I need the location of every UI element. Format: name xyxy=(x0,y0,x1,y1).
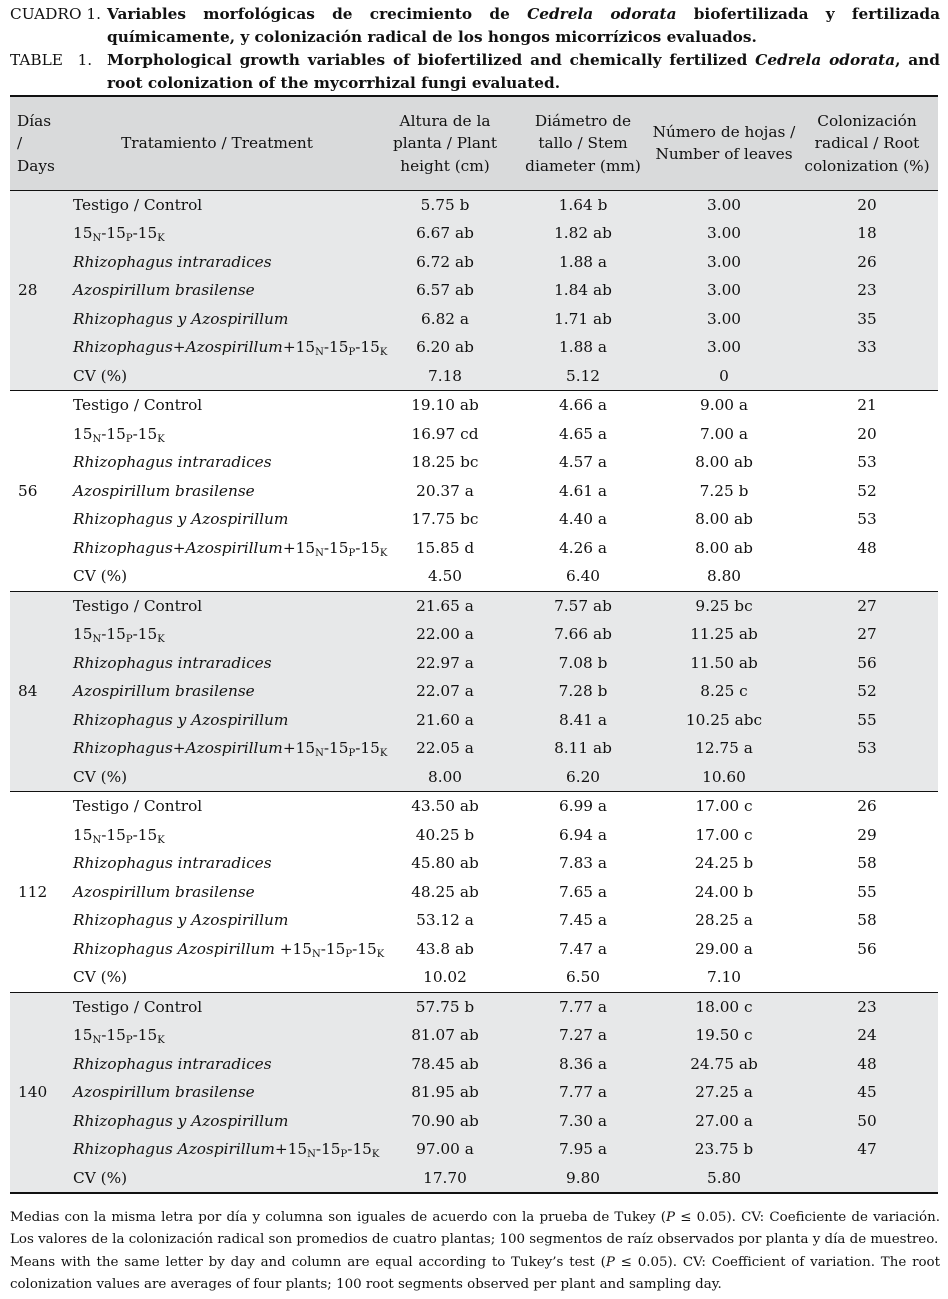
plant-height-cell: 18.25 bc xyxy=(376,448,514,477)
plant-height-cell: 70.90 ab xyxy=(376,1107,514,1136)
table-row xyxy=(10,1135,938,1164)
stem-diameter-cell: 7.77 a xyxy=(514,1078,652,1107)
treatment-cell-control: Testigo / Control xyxy=(58,992,376,1021)
caption-en-species: Cedrela odorata xyxy=(755,51,896,69)
plant-height-cell: 97.00 a xyxy=(376,1135,514,1164)
day-cell xyxy=(10,362,58,391)
plant-height-cell: 6.67 ab xyxy=(376,219,514,248)
day-cell xyxy=(10,505,58,534)
day-cell xyxy=(10,333,58,362)
leaves-cell: 17.00 c xyxy=(652,792,796,821)
table-row xyxy=(10,505,938,534)
stem-diameter-cell: 1.88 a xyxy=(514,333,652,362)
cv-leaves-cell: 7.10 xyxy=(652,963,796,992)
cv-colonization-cell xyxy=(796,763,938,792)
leaves-cell: 8.25 c xyxy=(652,677,796,706)
leaves-cell: 3.00 xyxy=(652,190,796,219)
treatment-cell-npk-15-15-15: $15_N-15_P-15_K$ xyxy=(58,1021,376,1050)
treatment-cell-rhizophagus-intraradices: Rhizophagus intraradices xyxy=(58,649,376,678)
treatment-cell-combined-treatment: $Rhizophagus+Azospirillum+15_N-15_P-15_K$ xyxy=(58,734,376,763)
plant-height-cell: 6.72 ab xyxy=(376,248,514,277)
table-row xyxy=(10,477,938,506)
plant-height-cell: 15.85 d xyxy=(376,534,514,563)
colonization-cell: 33 xyxy=(796,333,938,362)
stem-diameter-cell: 7.57 ab xyxy=(514,591,652,620)
stem-diameter-cell: 8.41 a xyxy=(514,706,652,735)
treatment-cell-control: Testigo / Control xyxy=(58,792,376,821)
treatment-cell-rhizophagus-intraradices: Rhizophagus intraradices xyxy=(58,448,376,477)
day-group-84 xyxy=(10,591,938,792)
day-cell xyxy=(10,734,58,763)
treatment-cell-rhizophagus-y-azospirillum: Rhizophagus y Azospirillum xyxy=(58,305,376,334)
cv-height-cell: 17.70 xyxy=(376,1164,514,1194)
stem-diameter-cell: 7.28 b xyxy=(514,677,652,706)
plant-height-cell: 22.05 a xyxy=(376,734,514,763)
day-cell xyxy=(10,821,58,850)
stem-diameter-cell: 8.11 ab xyxy=(514,734,652,763)
plant-height-cell: 45.80 ab xyxy=(376,849,514,878)
leaves-cell: 24.00 b xyxy=(652,878,796,907)
day-cell xyxy=(10,534,58,563)
day-cell xyxy=(10,420,58,449)
stem-diameter-cell: 1.71 ab xyxy=(514,305,652,334)
table-row xyxy=(10,591,938,620)
header-treatment: Tratamiento / Treatment xyxy=(58,96,376,190)
table-row xyxy=(10,420,938,449)
leaves-cell: 7.25 b xyxy=(652,477,796,506)
plant-height-cell: 81.95 ab xyxy=(376,1078,514,1107)
day-cell: 112 xyxy=(10,878,58,907)
table-row xyxy=(10,906,938,935)
plant-height-cell: 17.75 bc xyxy=(376,505,514,534)
colonization-cell: 56 xyxy=(796,649,938,678)
caption-label-es: CUADRO 1. xyxy=(10,5,101,23)
colonization-cell: 52 xyxy=(796,477,938,506)
cv-colonization-cell xyxy=(796,1164,938,1194)
treatment-cell-control: Testigo / Control xyxy=(58,391,376,420)
treatment-cell-combined-treatment: Rhizophagus Azospirillum $+15_N-15_P-15_K$ xyxy=(58,935,376,964)
header-number-of-leaves: Número de hojas / Number of leaves xyxy=(652,96,796,190)
plant-height-cell: 78.45 ab xyxy=(376,1050,514,1079)
table-row xyxy=(10,276,938,305)
stem-diameter-cell: 1.64 b xyxy=(514,190,652,219)
leaves-cell: 11.50 ab xyxy=(652,649,796,678)
treatment-cell-rhizophagus-intraradices: Rhizophagus intraradices xyxy=(58,849,376,878)
day-cell xyxy=(10,620,58,649)
table-row xyxy=(10,878,938,907)
day-cell: 28 xyxy=(10,276,58,305)
caption-label-en: TABLE 1. xyxy=(10,51,93,69)
treatment-cell-cv: CV (%) xyxy=(58,763,376,792)
colonization-cell: 53 xyxy=(796,505,938,534)
treatment-cell-rhizophagus-y-azospirillum: Rhizophagus y Azospirillum xyxy=(58,906,376,935)
stem-diameter-cell: 6.94 a xyxy=(514,821,652,850)
treatment-cell-combined-treatment: $Rhizophagus+Azospirillum+15_N-15_P-15_K$ xyxy=(58,333,376,362)
table-row xyxy=(10,620,938,649)
leaves-cell: 8.00 ab xyxy=(652,448,796,477)
header-root-colonization: Colonización radical / Root colonization (%) xyxy=(796,96,938,190)
treatment-cell-combined-treatment: Rhizophagus $Azospirillum+15_N-15_P-15_K$ xyxy=(58,1135,376,1164)
table-row xyxy=(10,1050,938,1079)
plant-height-cell: 5.75 b xyxy=(376,190,514,219)
cv-row xyxy=(10,562,938,591)
table-row xyxy=(10,1107,938,1136)
table-row xyxy=(10,448,938,477)
table-row xyxy=(10,333,938,362)
treatment-cell-azospirillum-brasilense: Azospirillum brasilense xyxy=(58,677,376,706)
table-row xyxy=(10,792,938,821)
cv-leaves-cell: 8.80 xyxy=(652,562,796,591)
leaves-cell: 7.00 a xyxy=(652,420,796,449)
treatment-cell-npk-15-15-15: $15_N-15_P-15_K$ xyxy=(58,420,376,449)
cv-diameter-cell: 5.12 xyxy=(514,362,652,391)
header-plant-height: Altura de la planta / Plant height (cm) xyxy=(376,96,514,190)
day-cell xyxy=(10,935,58,964)
cv-row xyxy=(10,963,938,992)
table-row xyxy=(10,992,938,1021)
colonization-cell: 47 xyxy=(796,1135,938,1164)
colonization-cell: 27 xyxy=(796,620,938,649)
cv-leaves-cell: 10.60 xyxy=(652,763,796,792)
caption-es-species: Cedrela odorata xyxy=(527,5,677,23)
leaves-cell: 9.25 bc xyxy=(652,591,796,620)
plant-height-cell: 81.07 ab xyxy=(376,1021,514,1050)
treatment-cell-azospirillum-brasilense: Azospirillum brasilense xyxy=(58,276,376,305)
plant-height-cell: 22.97 a xyxy=(376,649,514,678)
caption-en-text-2: , and root colonization of the mycorrhizal fungi evaluated. xyxy=(107,51,940,92)
treatment-cell-rhizophagus-intraradices: Rhizophagus intraradices xyxy=(58,248,376,277)
plant-height-cell: 21.60 a xyxy=(376,706,514,735)
day-cell xyxy=(10,792,58,821)
footnote-spanish: Medias con la misma letra por día y columna son iguales de acuerdo con la prueba de Tukey (P ≤ 0.05). CV: Coeficiente de variación. Los valores de la colonización radical son promedios de cuatro plantas; 100 segmentos de raíz observados por planta y día de muestreo. xyxy=(10,1210,941,1248)
leaves-cell: 27.00 a xyxy=(652,1107,796,1136)
cv-colonization-cell xyxy=(796,963,938,992)
leaves-cell: 28.25 a xyxy=(652,906,796,935)
data-table-container xyxy=(10,95,938,1194)
caption-es-text-1: Variables morfológicas de crecimiento de xyxy=(107,5,528,23)
treatment-cell-rhizophagus-y-azospirillum: Rhizophagus y Azospirillum xyxy=(58,706,376,735)
leaves-cell: 24.75 ab xyxy=(652,1050,796,1079)
colonization-cell: 48 xyxy=(796,534,938,563)
stem-diameter-cell: 7.77 a xyxy=(514,992,652,1021)
day-cell: 56 xyxy=(10,477,58,506)
day-group-56 xyxy=(10,391,938,592)
colonization-cell: 18 xyxy=(796,219,938,248)
treatment-cell-control: Testigo / Control xyxy=(58,190,376,219)
cv-row xyxy=(10,1164,938,1194)
leaves-cell: 29.00 a xyxy=(652,935,796,964)
colonization-cell: 20 xyxy=(796,190,938,219)
day-cell xyxy=(10,219,58,248)
colonization-cell: 21 xyxy=(796,391,938,420)
colonization-cell: 53 xyxy=(796,734,938,763)
day-cell xyxy=(10,1164,58,1194)
cv-colonization-cell xyxy=(796,562,938,591)
day-cell xyxy=(10,391,58,420)
day-group-140 xyxy=(10,992,938,1193)
plant-height-cell: 53.12 a xyxy=(376,906,514,935)
day-cell xyxy=(10,248,58,277)
treatment-cell-azospirillum-brasilense: Azospirillum brasilense xyxy=(58,878,376,907)
leaves-cell: 3.00 xyxy=(652,333,796,362)
table-row xyxy=(10,534,938,563)
caption-es-text-2: biofertilizada y fertilizada químicamente, y colonización radical de los hongos micorrízicos evaluados. xyxy=(107,5,940,46)
treatment-cell-cv: CV (%) xyxy=(58,963,376,992)
plant-height-cell: 43.50 ab xyxy=(376,792,514,821)
stem-diameter-cell: 4.57 a xyxy=(514,448,652,477)
leaves-cell: 23.75 b xyxy=(652,1135,796,1164)
stem-diameter-cell: 7.83 a xyxy=(514,849,652,878)
leaves-cell: 3.00 xyxy=(652,305,796,334)
table-row xyxy=(10,649,938,678)
plant-height-cell: 40.25 b xyxy=(376,821,514,850)
day-group-112 xyxy=(10,792,938,993)
stem-diameter-cell: 4.66 a xyxy=(514,391,652,420)
day-cell xyxy=(10,562,58,591)
stem-diameter-cell: 7.47 a xyxy=(514,935,652,964)
treatment-cell-azospirillum-brasilense: Azospirillum brasilense xyxy=(58,1078,376,1107)
table-caption xyxy=(10,3,940,95)
table-row xyxy=(10,677,938,706)
colonization-cell: 35 xyxy=(796,305,938,334)
caption-spanish xyxy=(10,3,940,49)
treatment-cell-rhizophagus-intraradices: Rhizophagus intraradices xyxy=(58,1050,376,1079)
leaves-cell: 10.25 abc xyxy=(652,706,796,735)
colonization-cell: 24 xyxy=(796,1021,938,1050)
leaves-cell: 3.00 xyxy=(652,248,796,277)
header-days: Días / Days xyxy=(10,96,58,190)
leaves-cell: 3.00 xyxy=(652,276,796,305)
cv-height-cell: 10.02 xyxy=(376,963,514,992)
colonization-cell: 53 xyxy=(796,448,938,477)
table-row xyxy=(10,305,938,334)
stem-diameter-cell: 7.65 a xyxy=(514,878,652,907)
colonization-cell: 29 xyxy=(796,821,938,850)
treatment-cell-cv: CV (%) xyxy=(58,362,376,391)
colonization-cell: 55 xyxy=(796,878,938,907)
leaves-cell: 24.25 b xyxy=(652,849,796,878)
treatment-cell-npk-15-15-15: $15_N-15_P-15_K$ xyxy=(58,620,376,649)
day-cell xyxy=(10,448,58,477)
table-footnotes xyxy=(10,1207,940,1296)
stem-diameter-cell: 4.61 a xyxy=(514,477,652,506)
colonization-cell: 55 xyxy=(796,706,938,735)
cv-diameter-cell: 9.80 xyxy=(514,1164,652,1194)
table-row xyxy=(10,734,938,763)
table-row xyxy=(10,219,938,248)
plant-height-cell: 6.82 a xyxy=(376,305,514,334)
day-cell xyxy=(10,190,58,219)
leaves-cell: 18.00 c xyxy=(652,992,796,1021)
plant-height-cell: 57.75 b xyxy=(376,992,514,1021)
leaves-cell: 9.00 a xyxy=(652,391,796,420)
colonization-cell: 20 xyxy=(796,420,938,449)
colonization-cell: 23 xyxy=(796,276,938,305)
leaves-cell: 17.00 c xyxy=(652,821,796,850)
plant-height-cell: 6.57 ab xyxy=(376,276,514,305)
stem-diameter-cell: 1.82 ab xyxy=(514,219,652,248)
colonization-cell: 58 xyxy=(796,849,938,878)
colonization-cell: 56 xyxy=(796,935,938,964)
day-cell xyxy=(10,1135,58,1164)
treatment-cell-npk-15-15-15: $15_N-15_P-15_K$ xyxy=(58,219,376,248)
table-row xyxy=(10,821,938,850)
footnote-english: Means with the same letter by day and column are equal according to Tukey’s test (P ≤ 0.05). CV: Coefficient of variation. The root colonization values are averages of four plants; 100 root segments observed per plant and sampling day. xyxy=(10,1254,940,1292)
plant-height-cell: 20.37 a xyxy=(376,477,514,506)
day-cell xyxy=(10,963,58,992)
stem-diameter-cell: 7.66 ab xyxy=(514,620,652,649)
treatment-cell-combined-treatment: $Rhizophagus+Azospirillum+15_N-15_P-15_K$ xyxy=(58,534,376,563)
plant-height-cell: 22.00 a xyxy=(376,620,514,649)
growth-variables-table xyxy=(10,95,938,1194)
stem-diameter-cell: 7.08 b xyxy=(514,649,652,678)
plant-height-cell: 43.8 ab xyxy=(376,935,514,964)
stem-diameter-cell: 7.95 a xyxy=(514,1135,652,1164)
leaves-cell: 8.00 ab xyxy=(652,505,796,534)
leaves-cell: 19.50 c xyxy=(652,1021,796,1050)
cv-height-cell: 4.50 xyxy=(376,562,514,591)
day-cell xyxy=(10,1050,58,1079)
cv-row xyxy=(10,763,938,792)
table-row xyxy=(10,935,938,964)
day-cell: 140 xyxy=(10,1078,58,1107)
table-row xyxy=(10,190,938,219)
colonization-cell: 52 xyxy=(796,677,938,706)
stem-diameter-cell: 4.65 a xyxy=(514,420,652,449)
leaves-cell: 27.25 a xyxy=(652,1078,796,1107)
colonization-cell: 26 xyxy=(796,248,938,277)
colonization-cell: 23 xyxy=(796,992,938,1021)
day-cell xyxy=(10,1021,58,1050)
plant-height-cell: 22.07 a xyxy=(376,677,514,706)
day-cell xyxy=(10,906,58,935)
leaves-cell: 8.00 ab xyxy=(652,534,796,563)
table-row xyxy=(10,1021,938,1050)
day-cell xyxy=(10,992,58,1021)
day-cell xyxy=(10,305,58,334)
cv-leaves-cell: 5.80 xyxy=(652,1164,796,1194)
cv-diameter-cell: 6.20 xyxy=(514,763,652,792)
table-row xyxy=(10,391,938,420)
cv-diameter-cell: 6.40 xyxy=(514,562,652,591)
table-row xyxy=(10,849,938,878)
stem-diameter-cell: 7.45 a xyxy=(514,906,652,935)
treatment-cell-cv: CV (%) xyxy=(58,562,376,591)
header-stem-diameter: Diámetro de tallo / Stem diameter (mm) xyxy=(514,96,652,190)
plant-height-cell: 21.65 a xyxy=(376,591,514,620)
colonization-cell: 26 xyxy=(796,792,938,821)
stem-diameter-cell: 4.26 a xyxy=(514,534,652,563)
treatment-cell-azospirillum-brasilense: Azospirillum brasilense xyxy=(58,477,376,506)
cv-height-cell: 7.18 xyxy=(376,362,514,391)
treatment-cell-control: Testigo / Control xyxy=(58,591,376,620)
treatment-cell-cv: CV (%) xyxy=(58,1164,376,1194)
day-cell xyxy=(10,591,58,620)
day-cell xyxy=(10,649,58,678)
stem-diameter-cell: 1.84 ab xyxy=(514,276,652,305)
day-cell xyxy=(10,763,58,792)
table-row xyxy=(10,248,938,277)
table-row xyxy=(10,1078,938,1107)
plant-height-cell: 6.20 ab xyxy=(376,333,514,362)
caption-en-text-1: Morphological growth variables of biofertilized and chemically fertilized xyxy=(107,51,756,69)
day-cell xyxy=(10,1107,58,1136)
day-cell: 84 xyxy=(10,677,58,706)
table-header xyxy=(10,96,938,190)
stem-diameter-cell: 7.27 a xyxy=(514,1021,652,1050)
colonization-cell: 50 xyxy=(796,1107,938,1136)
plant-height-cell: 19.10 ab xyxy=(376,391,514,420)
stem-diameter-cell: 6.99 a xyxy=(514,792,652,821)
cv-diameter-cell: 6.50 xyxy=(514,963,652,992)
colonization-cell: 58 xyxy=(796,906,938,935)
stem-diameter-cell: 8.36 a xyxy=(514,1050,652,1079)
stem-diameter-cell: 7.30 a xyxy=(514,1107,652,1136)
treatment-cell-rhizophagus-y-azospirillum: Rhizophagus y Azospirillum xyxy=(58,505,376,534)
treatment-cell-rhizophagus-y-azospirillum: Rhizophagus y Azospirillum xyxy=(58,1107,376,1136)
leaves-cell: 12.75 a xyxy=(652,734,796,763)
stem-diameter-cell: 1.88 a xyxy=(514,248,652,277)
caption-english xyxy=(10,49,940,95)
day-cell xyxy=(10,849,58,878)
cv-leaves-cell: 0 xyxy=(652,362,796,391)
treatment-cell-npk-15-15-15: $15_N-15_P-15_K$ xyxy=(58,821,376,850)
colonization-cell: 45 xyxy=(796,1078,938,1107)
stem-diameter-cell: 4.40 a xyxy=(514,505,652,534)
colonization-cell: 27 xyxy=(796,591,938,620)
day-cell xyxy=(10,706,58,735)
day-group-28 xyxy=(10,190,938,391)
leaves-cell: 11.25 ab xyxy=(652,620,796,649)
table-row xyxy=(10,706,938,735)
cv-row xyxy=(10,362,938,391)
cv-colonization-cell xyxy=(796,362,938,391)
leaves-cell: 3.00 xyxy=(652,219,796,248)
plant-height-cell: 48.25 ab xyxy=(376,878,514,907)
colonization-cell: 48 xyxy=(796,1050,938,1079)
cv-height-cell: 8.00 xyxy=(376,763,514,792)
plant-height-cell: 16.97 cd xyxy=(376,420,514,449)
